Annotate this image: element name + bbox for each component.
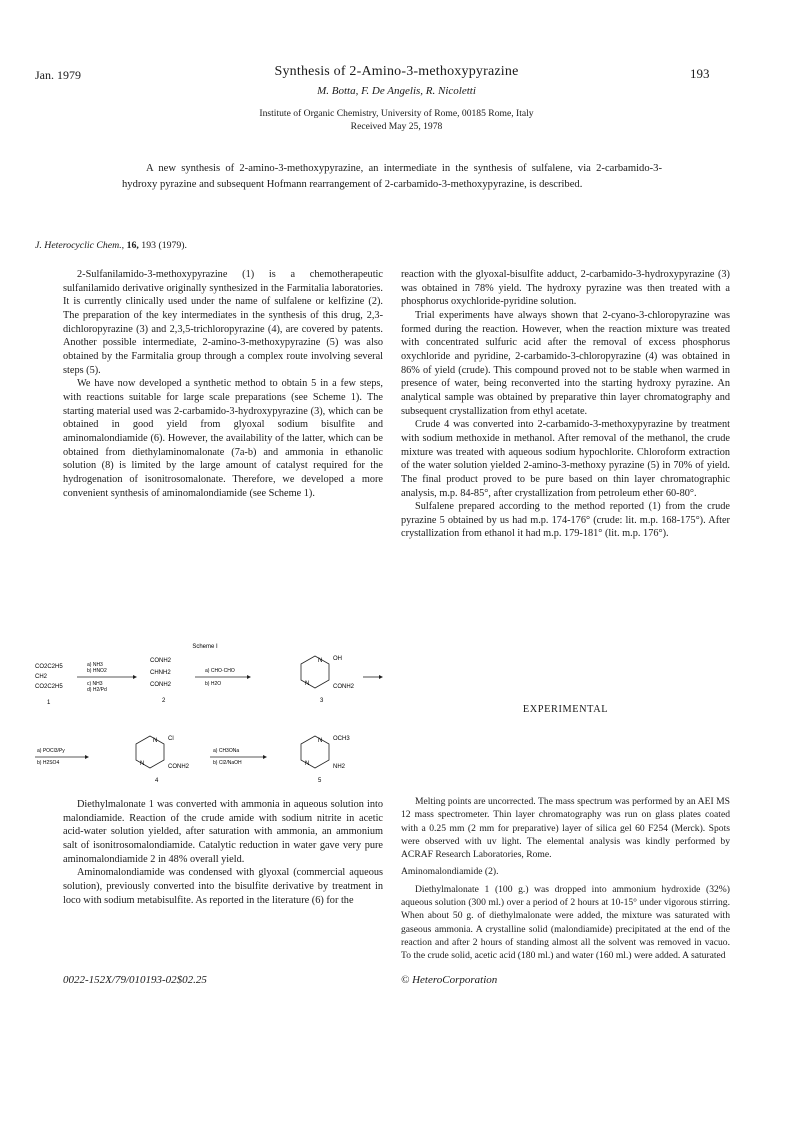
reagent: b) Cl2/NaOH xyxy=(213,760,242,766)
svg-text:N: N xyxy=(305,761,310,767)
experimental-section xyxy=(401,795,730,963)
svg-text:CONH2: CONH2 xyxy=(168,764,190,770)
svg-text:CH2: CH2 xyxy=(35,674,48,680)
abstract xyxy=(122,161,662,192)
reagent: b) H2O xyxy=(205,681,222,687)
svg-text:N: N xyxy=(318,738,323,744)
svg-text:N: N xyxy=(140,761,145,767)
svg-text:CONH2: CONH2 xyxy=(333,684,355,690)
svg-text:CONH2: CONH2 xyxy=(150,682,172,688)
institution: Institute of Organic Chemistry, University of Rome, 00185 Rome, Italy xyxy=(259,108,534,119)
compound-label: 2 xyxy=(162,698,166,704)
section-heading-experimental: EXPERIMENTAL xyxy=(522,704,609,715)
svg-text:CONH2: CONH2 xyxy=(150,658,172,664)
reagent: d) H2/Pd xyxy=(87,687,107,693)
received-date: Received May 25, 1978 xyxy=(350,121,443,132)
reaction-scheme xyxy=(25,640,385,790)
article-title: Synthesis of 2-Amino-3-methoxypyrazine xyxy=(274,64,519,79)
svg-text:Cl: Cl xyxy=(168,736,174,742)
svg-text:CO2C2H5: CO2C2H5 xyxy=(35,664,63,670)
article-code: 0022-152X/79/010193-02$02.25 xyxy=(63,974,207,986)
paragraph: Aminomalondiamide was condensed with glyoxal (commercial aqueous solution), previously converted into the bisulfite derivative by treatment in loco with sodium metabisulfite. As reported in the literature (6) for the xyxy=(63,867,383,906)
paragraph: 2-Sulfanilamido-3-methoxypyrazine (1) is a chemotherapeutic sulfanilamido derivative originally synthesized in the Farmitalia laboratories. It is currently clinically used under the name of sulfalene or kelfizine (2). The preparation of the key intermediates in the synthesis of this drug, 2,3-dichloropyrazine (3) and 2,3,5-trichloropyrazine (4), are covered by patents. Another possible intermediate, 2-amino-3-methoxypyrazine (5) was also obtained by the Farmitalia group through a complex route involving several steps (5). xyxy=(63,269,383,376)
paragraph: Diethylmalonate 1 was converted with ammonia in aqueous solution into malondiamide. Reaction of the crude amide with sodium nitrite in acetic acid-water solution yielded, after saturation with ammonia, an ammonium salt of isonitrosomalondiamide. Catalytic reduction in water gave very pure aminomalondiamide 2 in 48% overall yield. xyxy=(63,799,383,865)
abstract-text: A new synthesis of 2-amino-3-methoxypyrazine, an intermediate in the synthesis of sulfalene, via 2-carbamido-3-hydroxy pyrazine and subsequent Hofmann rearrangement of 2-carbamido-3-methoxypyrazine, is described. xyxy=(122,163,662,190)
citation-journal: J. Heterocyclic Chem., xyxy=(35,240,125,251)
left-column-top xyxy=(63,268,383,500)
copyright: © HeteroCorporation xyxy=(401,974,498,986)
compound-label: 4 xyxy=(155,778,159,784)
svg-text:NH2: NH2 xyxy=(333,764,346,770)
svg-text:N: N xyxy=(305,681,310,687)
issue-date: Jan. 1979 xyxy=(35,68,81,82)
paragraph: Melting points are uncorrected. The mass spectrum was performed by an AEI MS 12 mass spectrometer. Thin layer chromatography was run on glass plates coated with a 0.25 mm (2 mm for preparative) layer of silica gel 60 F254 (Merck). Spots were observed with uv light. The elemental analysis was kindly performed by ACRAF Research Laboratories, Rome. xyxy=(401,796,730,861)
svg-text:N: N xyxy=(153,738,158,744)
citation xyxy=(35,240,187,251)
compound-label: 3 xyxy=(320,698,324,704)
left-column-bottom xyxy=(63,798,383,907)
paragraph: Trial experiments have always shown that 2-cyano-3-chloropyrazine was formed during the reaction. However, when the reaction mixture was treated with concentrated sulfuric acid after the removal of excess phosphorus oxychloride and pyridine, 2-carbamido-3-chloropyrazine (4) was obtained in 86% of yield (crude). This compound proved not to be stable when warmed in presence of water, being reconverted into the starting hydroxy pyrazine. An analytical sample was obtained by preparative thin layer chromatography and subsequent crystallization from ethyl acetate. xyxy=(401,309,730,417)
svg-text:N: N xyxy=(318,658,323,664)
paragraph: reaction with the glyoxal-bisulfite adduct, 2-carbamido-3-hydroxypyrazine (3) was obtained in 78% yield. The hydroxy pyrazine was then treated with a phosphorus oxychloride-pyridine solution. xyxy=(401,269,730,308)
paragraph: Diethylmalonate 1 (100 g.) was dropped into ammonium hydroxide (32%) aqueous solution (300 ml.) over a period of 2 hours at 10-15° under vigorous stirring. When about 50 g. of diethylmalonate were added, the mixture was saturated with gaseous ammonia. A crystalline solid (malondiamide) precipitated at the end of the reaction and after 2 hours of standing almost all the solvent was removed in vacuo. To the crude solid, acetic acid (180 ml.) and water (160 ml.) were added. A saturated xyxy=(401,883,730,962)
reagent: a) CH3ONa xyxy=(213,748,240,754)
svg-text:OH: OH xyxy=(333,656,342,662)
reagent: a) NH3 xyxy=(87,662,103,668)
svg-text:OCH3: OCH3 xyxy=(333,736,350,742)
citation-rest: 193 (1979). xyxy=(141,240,188,251)
citation-volume: 16, xyxy=(126,240,139,251)
page-number: 193 xyxy=(690,66,710,81)
reagent: a) CHO·CHO xyxy=(205,668,235,674)
paragraph: We have now developed a synthetic method to obtain 5 in a few steps, with reactions suitable for large scale preparations (see Scheme 1). The starting material used was 2-carbamido-3-hydroxypyrazine (3), which can be obtained in good yield from glyoxal sodium bisulfite and aminomalondiamide (6). However, the availability of the latter, which can be obtained from diethylaminomalonate (7a-b) and ammonia in ethanolic solution (8) is limited by the large amount of catalyst required for the hydrogenation of isonitrosomalonate. Therefore, we developed a more convenient synthesis of aminomalondiamide (see Scheme 1). xyxy=(63,378,383,499)
compound-label: 1 xyxy=(47,700,51,706)
svg-text:CO2C2H5: CO2C2H5 xyxy=(35,684,63,690)
right-column-top xyxy=(401,268,730,541)
svg-text:CHNH2: CHNH2 xyxy=(150,670,171,676)
reagent: c) NH3 xyxy=(87,681,103,687)
reagent: a) POCl3/Py xyxy=(37,748,65,754)
scheme-title: Scheme I xyxy=(192,644,218,650)
subheading: Aminomalondiamide (2). xyxy=(401,866,499,878)
compound-label: 5 xyxy=(318,778,322,784)
reagent: b) H2SO4 xyxy=(37,760,60,766)
paragraph: Sulfalene prepared according to the method reported (1) from the crude pyrazine 5 obtained by us had m.p. 174-176° (crude: lit. m.p. 168-175°). After crystallization from ethanol it had m.p. 179-181° (lit. m.p. 176°). xyxy=(401,501,730,540)
authors: M. Botta, F. De Angelis, R. Nicoletti xyxy=(317,85,476,97)
paragraph: Crude 4 was converted into 2-carbamido-3-methoxypyrazine by treatment with sodium methoxide in methanol. After removal of the methanol, the crude mixture was treated with aqueous sodium hypochlorite. Chloroform extraction of the water solution yielded 2-amino-3-methoxy pyrazine (5) in 70% of yield. The final product proved to be pure based on thin layer chromatographic analysis, m.p. 84-85°, after crystallization from petroleum ether 60-80°. xyxy=(401,419,730,499)
reagent: b) HNO2 xyxy=(87,668,107,674)
